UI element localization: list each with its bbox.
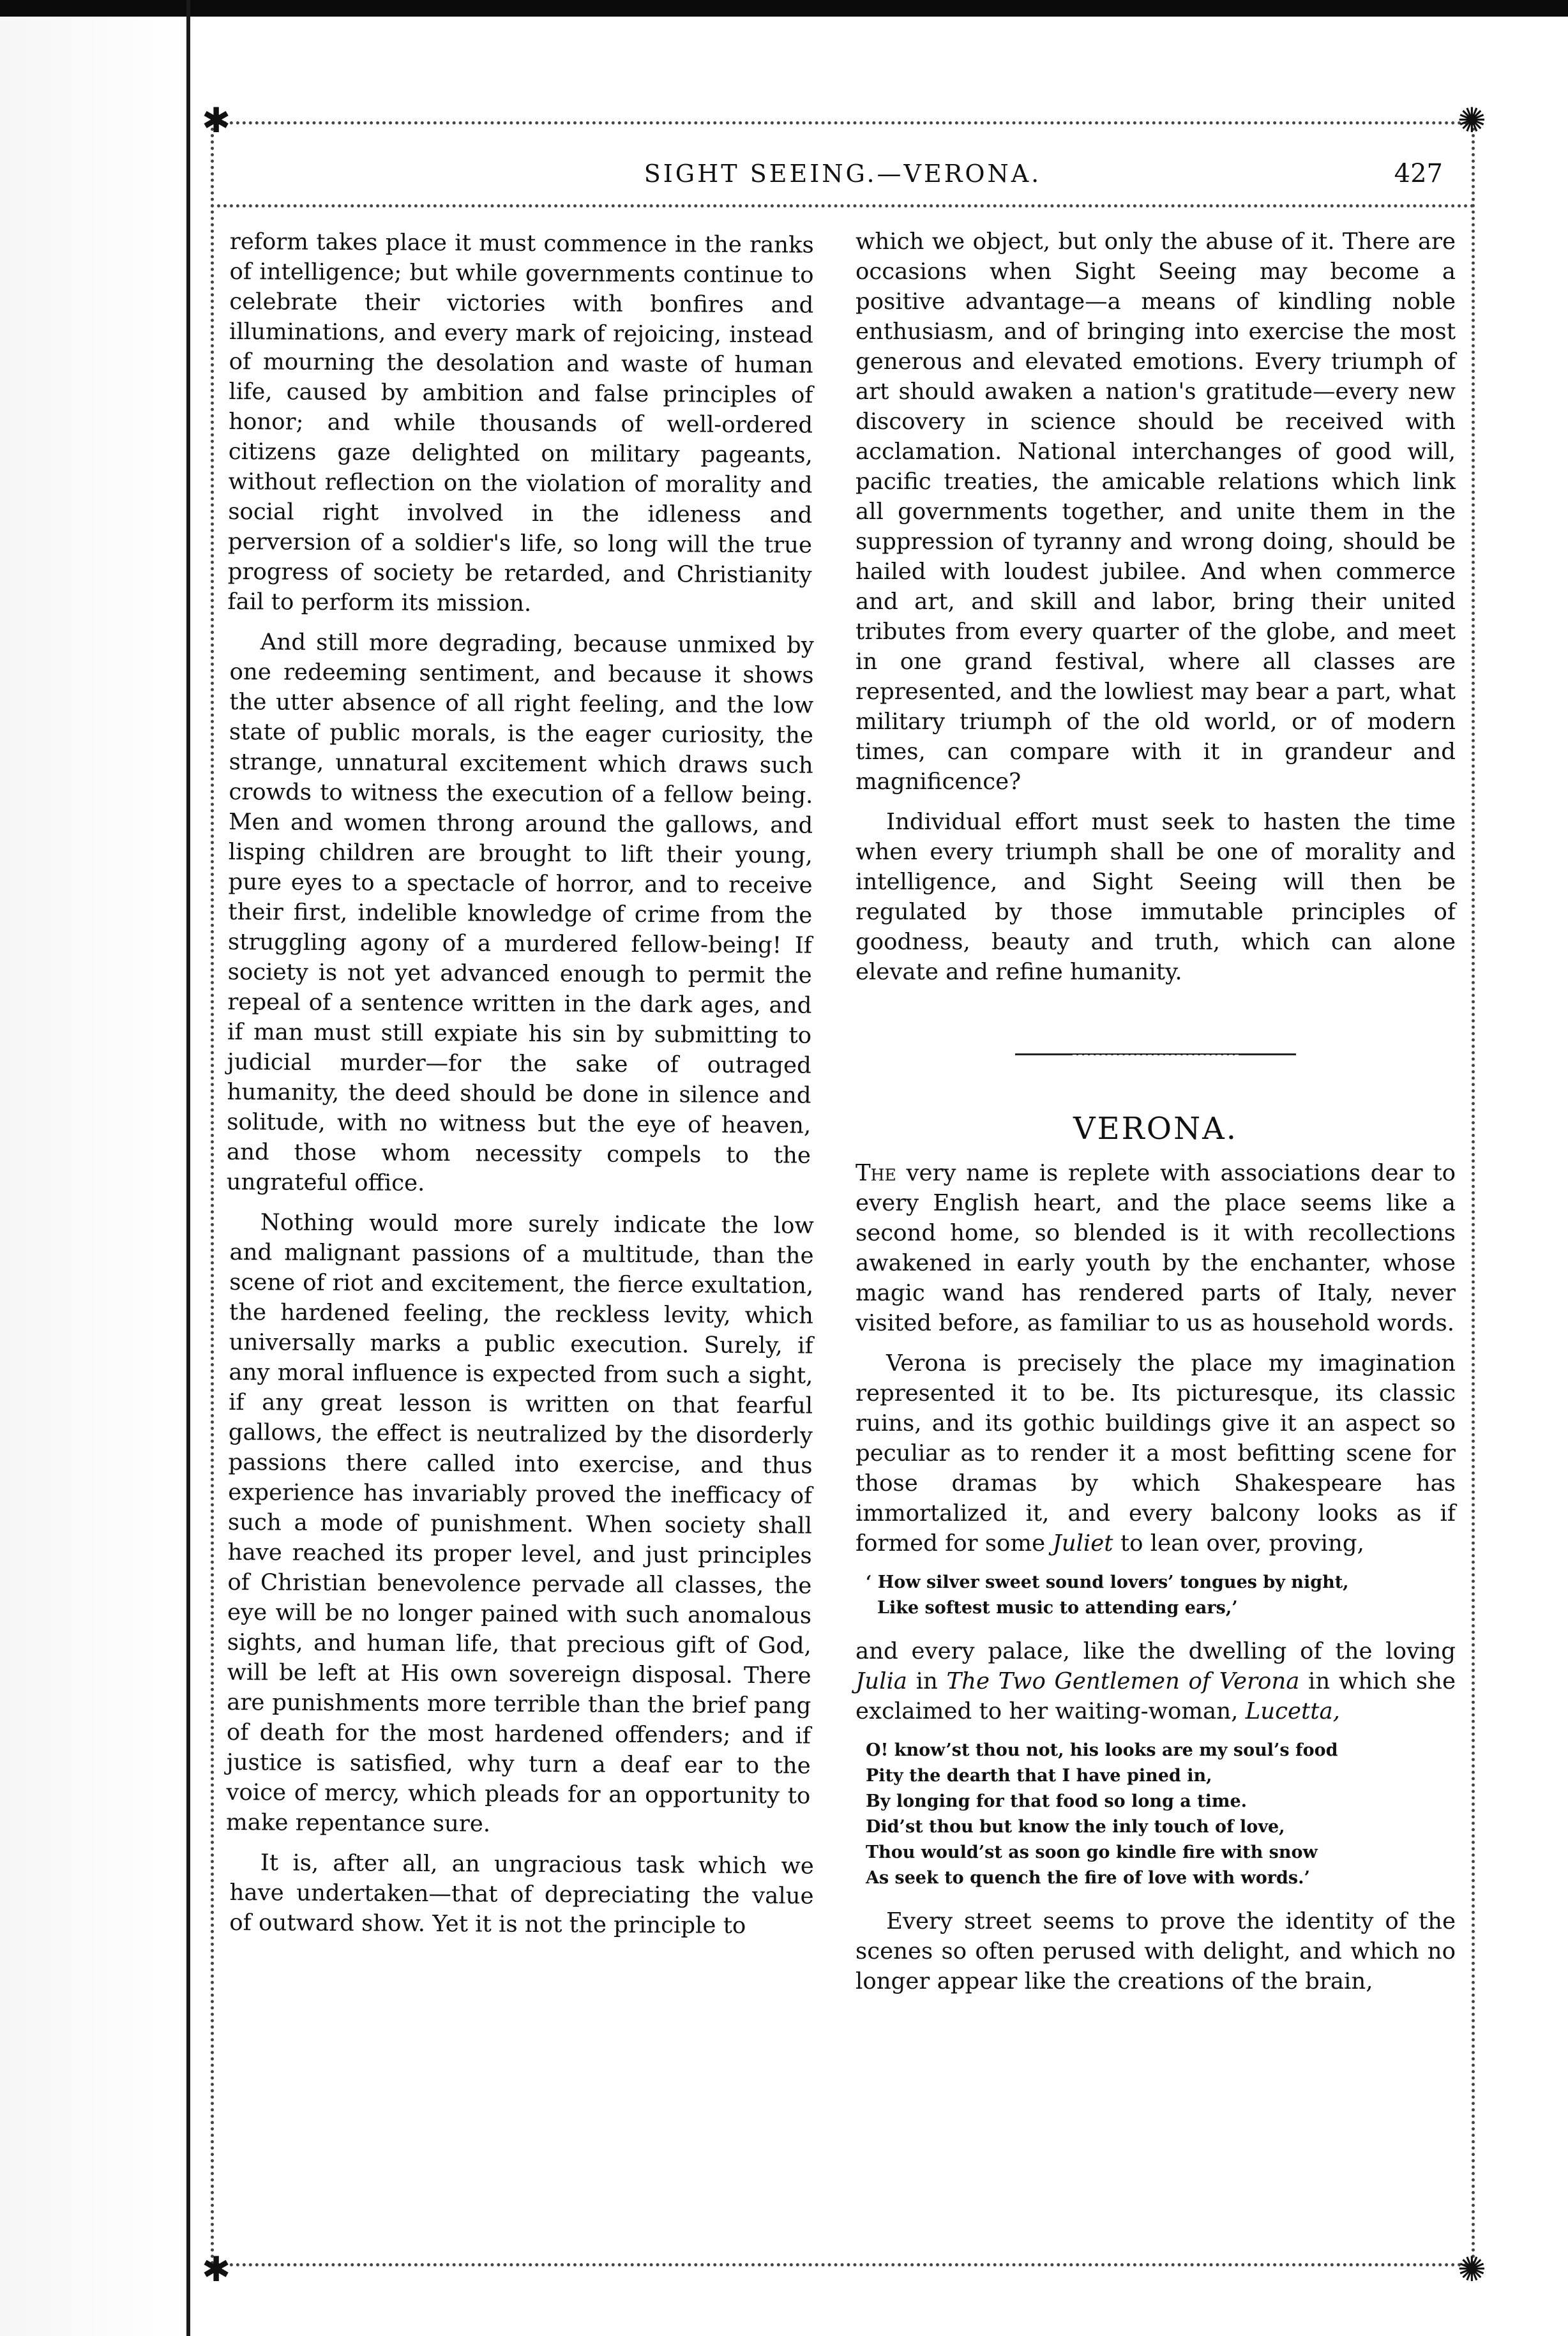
running-head: SIGHT SEEING.—VERONA.: [644, 160, 1042, 188]
paragraph: Every street seems to prove the identity of the scenes so often perused with delight, and which no longer appear like the creations of the brain,: [856, 1908, 1456, 1994]
frame-right-border: [1472, 121, 1475, 2266]
character-name: Juliet: [1052, 1530, 1113, 1556]
paragraph: [856, 1636, 1456, 1726]
paragraph-text: Verona is precisely the place my imagination represented it to be. Its picturesque, its classic ruins, and its gothic buildings give it an aspect so peculiar as to render it a most befitting scene for those dramas by which Shakespeare has immortalized it, and every balcony looks as if formed for some: [856, 1350, 1456, 1556]
top-scan-bar: [0, 0, 1568, 17]
frame-bottom-border: [211, 2263, 1475, 2266]
paragraph-text: in: [907, 1668, 947, 1694]
verse-quote: [866, 1570, 1456, 1621]
corner-ornament-icon: ✱: [202, 100, 231, 140]
paragraph-text: in which she exclaimed to her waiting-woman,: [856, 1668, 1456, 1724]
paragraph-text: to lean over, proving,: [1113, 1530, 1364, 1556]
paragraph: [856, 1158, 1456, 1338]
frame-top-border: [211, 121, 1475, 124]
paragraph-text: very name is replete with associations dear to every English heart, and the place seems like a second home, so blended is it with recollections awakened in early youth by the enchanter, whose magic wand has rendered parts of Italy, never visited before, as familiar to us as household words.: [856, 1160, 1456, 1336]
character-name: Julia: [856, 1668, 907, 1694]
left-column: [225, 227, 814, 1948]
paragraph: Individual effort must seek to hasten the time when every triumph shall be one of morality and intelligence, and Sight Seeing will then be regulated by those immutable principles of goodness, beauty and truth, which can alone elevate and refine humanity.: [856, 809, 1456, 985]
article-title: VERONA.: [1073, 1111, 1239, 1147]
drop-word: The: [856, 1160, 896, 1186]
play-title: The Two Gentlemen of Verona: [946, 1668, 1300, 1694]
spine-edge: [186, 0, 190, 2336]
verse-line: By longing for that food so long a time.: [866, 1791, 1248, 1811]
header-rule: [211, 204, 1475, 207]
paragraph: It is, after all, an ungracious task which we have undertaken—that of depreciating the value of outward show. Yet it is not the principle to: [229, 1850, 814, 1939]
verse-line: Pity the dearth that I have pined in,: [866, 1766, 1212, 1786]
verse-quote: [866, 1738, 1456, 1891]
paragraph-text: and every palace, like the dwelling of the loving: [856, 1638, 1456, 1664]
verse-line: ‘ How silver sweet sound lovers’ tongues by night,: [866, 1572, 1349, 1592]
paragraph: Nothing would more surely indicate the low and malignant passions of a multitude, than the scene of riot and excitement, the fierce exultation, the hardened feeling, the reckless levity, which universally marks a public execution. Surely, if any moral influence is expected from such a sight, if any great lesson is written on that fearful gallows, the effect is neutralized by the disorderly passions there called into exercise, and thus experience has invariably proved the inefficacy of such a mode of punishment. When society shall have reached its proper level, and just principles of Christian benevolence pervade all classes, the eye will be no longer pained with such anomalous sights, and human life, that precious gift of God, will be left at His own sovereign disposal. There are punishments more terrible than the brief pang of death for the most hardened offenders; and if justice is satisfied, why turn a deaf ear to the voice of mercy, which pleads for an opportunity to make repentance sure.: [225, 1209, 814, 1837]
corner-ornament-icon: ✱: [202, 2249, 231, 2289]
paragraph: reform takes place it must commence in the ranks of intelligence; but while governments continue to celebrate their victories with bonfires and illuminations, and every mark of rejoicing, instead of mourning the desolation and waste of human life, caused by ambition and false principles of honor; and while thousands of well-ordered citizens gaze delighted on military pageants, without reflection on the violation of morality and social right involved in the idleness and perversion of a soldier's life, so long will the true progress of society be retarded, and Christianity fail to perform its mission.: [227, 228, 814, 617]
paragraph: And still more degrading, because unmixed by one redeeming sentiment, and because it shows the utter absence of all right feeling, and the low state of public morals, is the eager curiosity, the strange, unnatural excitement which draws such crowds to witness the execution of a fellow being. Men and women throng around the gallows, and lisping children are brought to lift their young, pure eyes to a spectacle of horror, and to receive their first, indelible knowledge of crime from the struggling agony of a murdered fellow-being! If society is not yet advanced enough to permit the repeal of a sentence written in the dark ages, and if man must still expiate his sin by submitting to judicial murder—for the sake of outraged humanity, the deed should be done in silence and solitude, with no witness but the eye of heaven, and those whom necessity compels to the ungrateful office.: [226, 629, 814, 1196]
paragraph: [856, 1348, 1456, 1558]
verse-line: O! know’st thou not, his looks are my soul’s food: [866, 1740, 1338, 1760]
page-number: 427: [1394, 159, 1443, 188]
paragraph: which we object, but only the abuse of it. There are occasions when Sight Seeing may become a positive advantage—a means of kindling noble enthusiasm, and of bringing into exercise the most generous and elevated emotions. Every triumph of art should awaken a nation's gratitude—every new discovery in science should be received with acclamation. National interchanges of good will, pacific treaties, the amicable relations which link all governments together, and unite them in the suppression of tyranny and wrong doing, should be hailed with loudest jubilee. And when commerce and art, and skill and labor, bring their united tributes from every quarter of the globe, and meet in one grand festival, where all classes are represented, and the lowliest may bear a part, what military triumph of the old world, or of modern times, can compare with it in grandeur and magnificence?: [856, 229, 1456, 795]
page-frame: [202, 100, 1486, 2289]
verse-line: Like softest music to attending ears,’: [877, 1598, 1238, 1618]
verse-line: As seek to quench the fire of love with words.’: [866, 1868, 1310, 1888]
corner-ornament-icon: ✺: [1457, 2249, 1486, 2289]
verse-line: Thou would’st as soon go kindle fire with snow: [866, 1842, 1318, 1862]
page-gutter: [0, 17, 186, 2336]
corner-ornament-icon: ✺: [1457, 100, 1486, 140]
section-divider: [1015, 1053, 1296, 1055]
character-name: Lucetta,: [1245, 1698, 1340, 1724]
verse-line: Did’st thou but know the inly touch of love,: [866, 1817, 1285, 1837]
frame-left-border: [211, 121, 214, 2266]
right-column: [856, 227, 1456, 2007]
